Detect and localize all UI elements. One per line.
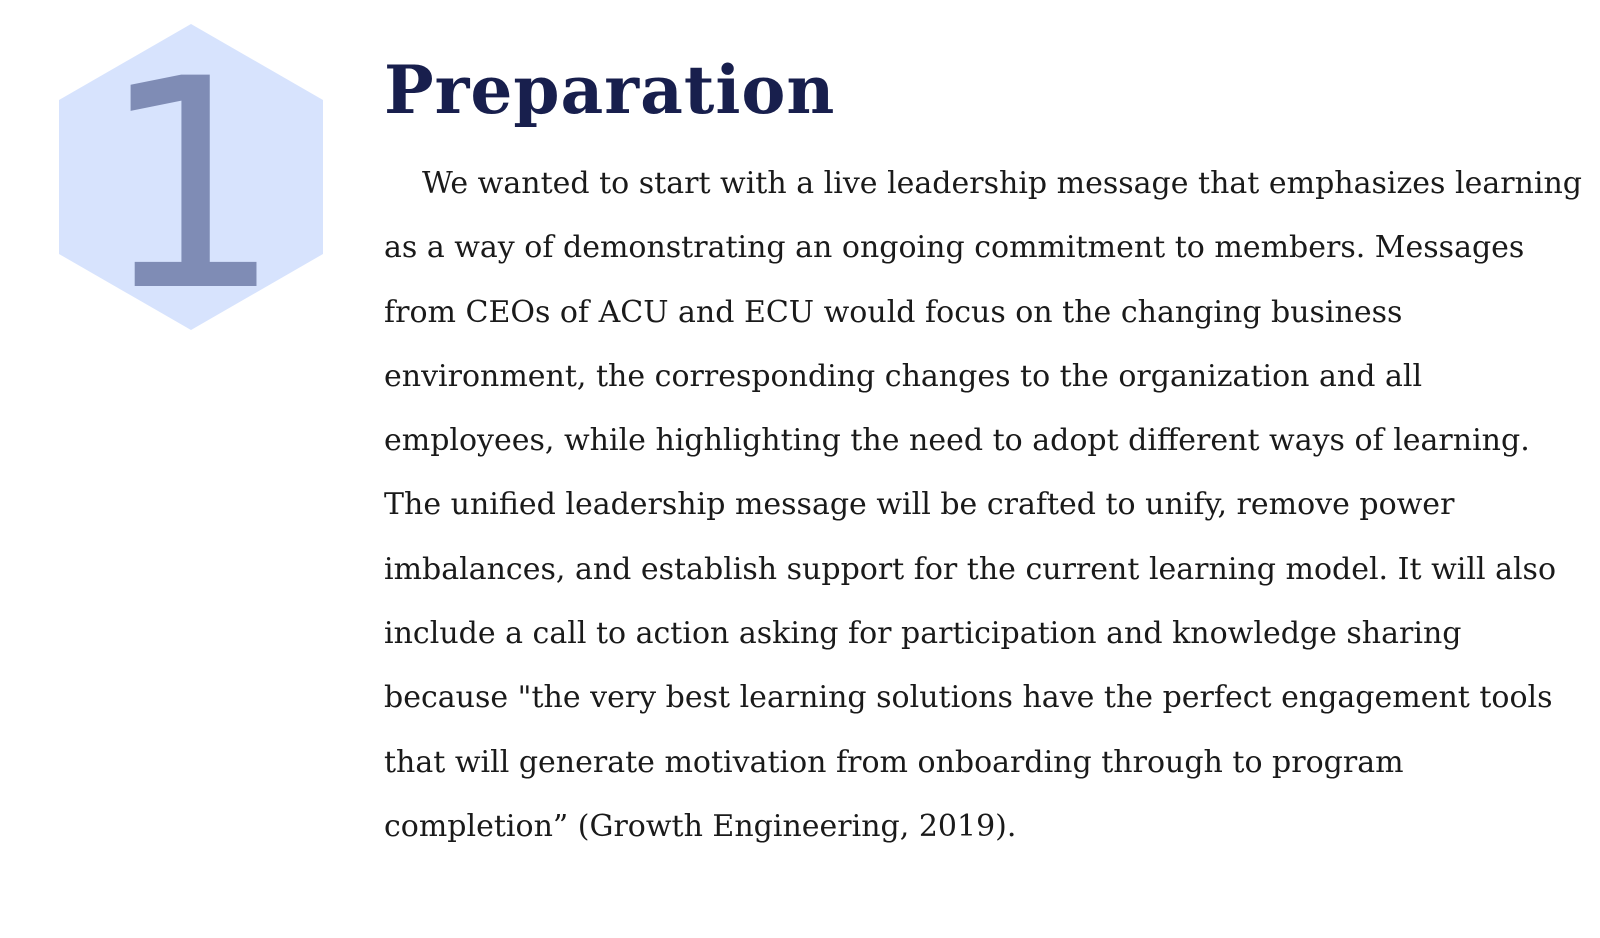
step-badge bbox=[59, 24, 323, 330]
section-title: Preparation bbox=[384, 51, 836, 129]
section-body: We wanted to start with a live leadership message that emphasizes learning as a way of demonstrating an ongoing commitment to members. Messages from CEOs of ACU and ECU would focus on the changing business environment, the corresponding changes to the organization and all employees, while highlighting the need to adopt different ways of learning. The unified leadership message will be crafted to unify, remove power imbalances, and establish support for the current learning model. It will also include a call to action asking for participation and knowledge sharing because "the very best learning solutions have the perfect engagement tools that will generate motivation from onboarding through to program completion” (Growth Engineering, 2019). bbox=[384, 166, 1582, 844]
hexagon-icon bbox=[59, 24, 323, 330]
section-content bbox=[384, 40, 1584, 859]
step-number: 1 bbox=[98, 24, 284, 330]
